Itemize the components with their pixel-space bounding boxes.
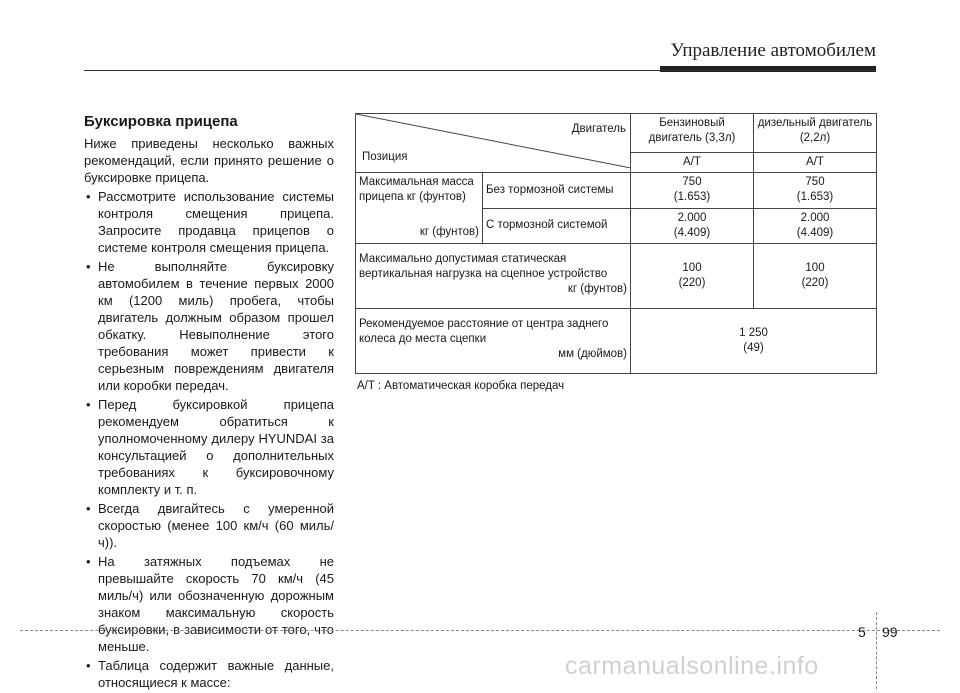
- with-brake-label: С тормозной системой: [483, 208, 631, 244]
- header-rule: [84, 70, 876, 71]
- position-header: Позиция: [362, 151, 408, 163]
- no-brake-gas: 750 (1.653): [631, 173, 754, 209]
- bullet-text: Перед буксировкой прицепа рекомендуем обратиться к уполномоченному дилеру HYUNDAI за консультацией о дополнительных требованиях к буксировочному комплекту и т. п.: [98, 397, 334, 497]
- intro-paragraph: Ниже приведены несколько важных рекомендаций, если принято решение о буксировке прицепа.: [84, 136, 334, 185]
- diesel-at: A/T: [754, 153, 877, 173]
- bullet-icon: •: [86, 397, 91, 412]
- trailer-spec-table: [355, 113, 877, 374]
- page-number: 99: [882, 624, 898, 640]
- bullet-icon: •: [86, 501, 91, 516]
- table-footnote: A/T : Автоматическая коробка передач: [357, 380, 565, 392]
- diesel-header: дизельный двигатель (2,2л): [754, 114, 877, 153]
- bullet-item: [84, 258, 334, 394]
- bullet-text: На затяжных подъемах не превышайте скорость 70 км/ч (45 миль/ч) или обозначенную дорожным знаком максимальную скорость буксировки, в зависимости от того, что меньше.: [98, 554, 334, 654]
- gasoline-header: Бензиновый двигатель (3,3л): [631, 114, 754, 153]
- no-brake-label: Без тормозной системы: [483, 173, 631, 209]
- table-row: [356, 309, 877, 374]
- with-brake-diesel: 2.000 (4.409): [754, 208, 877, 244]
- bullet-text: Рассмотрите использование системы контроля смещения прицепа. Запросите продавца прицепов о системе контроля смещения прицепа.: [98, 189, 334, 255]
- chapter-number: 5: [858, 624, 866, 640]
- section-title: Буксировка прицепа: [84, 113, 238, 130]
- vertical-load-gas: 100 (220): [631, 244, 754, 309]
- table-row: [356, 173, 877, 209]
- max-trailer-unit: кг (фунтов): [419, 226, 479, 238]
- engine-header: Двигатель: [571, 123, 626, 135]
- table-row: [356, 114, 877, 153]
- table-corner-cell: [356, 114, 631, 173]
- distance-unit: мм (дюймов): [558, 348, 627, 360]
- bullet-icon: •: [86, 658, 91, 673]
- distance-label: Рекомендуемое расстояние от центра заднего колеса до места сцепки мм (дюймов): [356, 309, 631, 374]
- footer-divider: [876, 612, 877, 689]
- header-title: Управление автомобилем: [670, 40, 876, 61]
- bullet-icon: •: [86, 554, 91, 569]
- header-rule-thick: [660, 66, 876, 72]
- bullet-icon: •: [86, 189, 91, 204]
- vertical-load-diesel: 100 (220): [754, 244, 877, 309]
- bullet-icon: •: [86, 259, 91, 274]
- bullet-text: Всегда двигайтесь с умеренной скоростью (менее 100 км/ч (60 миль/ч)).: [98, 501, 334, 550]
- footer-rule: [20, 630, 940, 631]
- vertical-load-label: Максимально допустимая статическая вертикальная нагрузка на сцепное устройство кг (фунтов): [356, 244, 631, 309]
- bullet-item: [84, 657, 334, 691]
- max-trailer-label: Максимальная масса прицепа кг (фунтов) кг (фунтов): [356, 173, 483, 244]
- bullet-item: [84, 500, 334, 551]
- bullet-text: Не выполняйте буксировку автомобилем в течение первых 2000 км (1200 миль) пробега, чтобы двигатель должным образом прошел обкатку. Невыполнение этого требования может привести к серьезным повреждениям двигателя или коробки передач.: [98, 259, 334, 393]
- distance-value: 1 250 (49): [631, 309, 877, 374]
- vertical-load-unit: кг (фунтов): [567, 283, 627, 295]
- bullet-item: [84, 553, 334, 655]
- table-row: [356, 244, 877, 309]
- watermark: carmanualsonline.info: [565, 652, 819, 680]
- bullet-item: [84, 396, 334, 498]
- bullet-text: Таблица содержит важные данные, относящиеся к массе:: [98, 658, 334, 690]
- gasoline-at: A/T: [631, 153, 754, 173]
- bullet-item: [84, 188, 334, 256]
- with-brake-gas: 2.000 (4.409): [631, 208, 754, 244]
- body-text: [84, 113, 334, 693]
- bullet-list: [84, 188, 334, 691]
- no-brake-diesel: 750 (1.653): [754, 173, 877, 209]
